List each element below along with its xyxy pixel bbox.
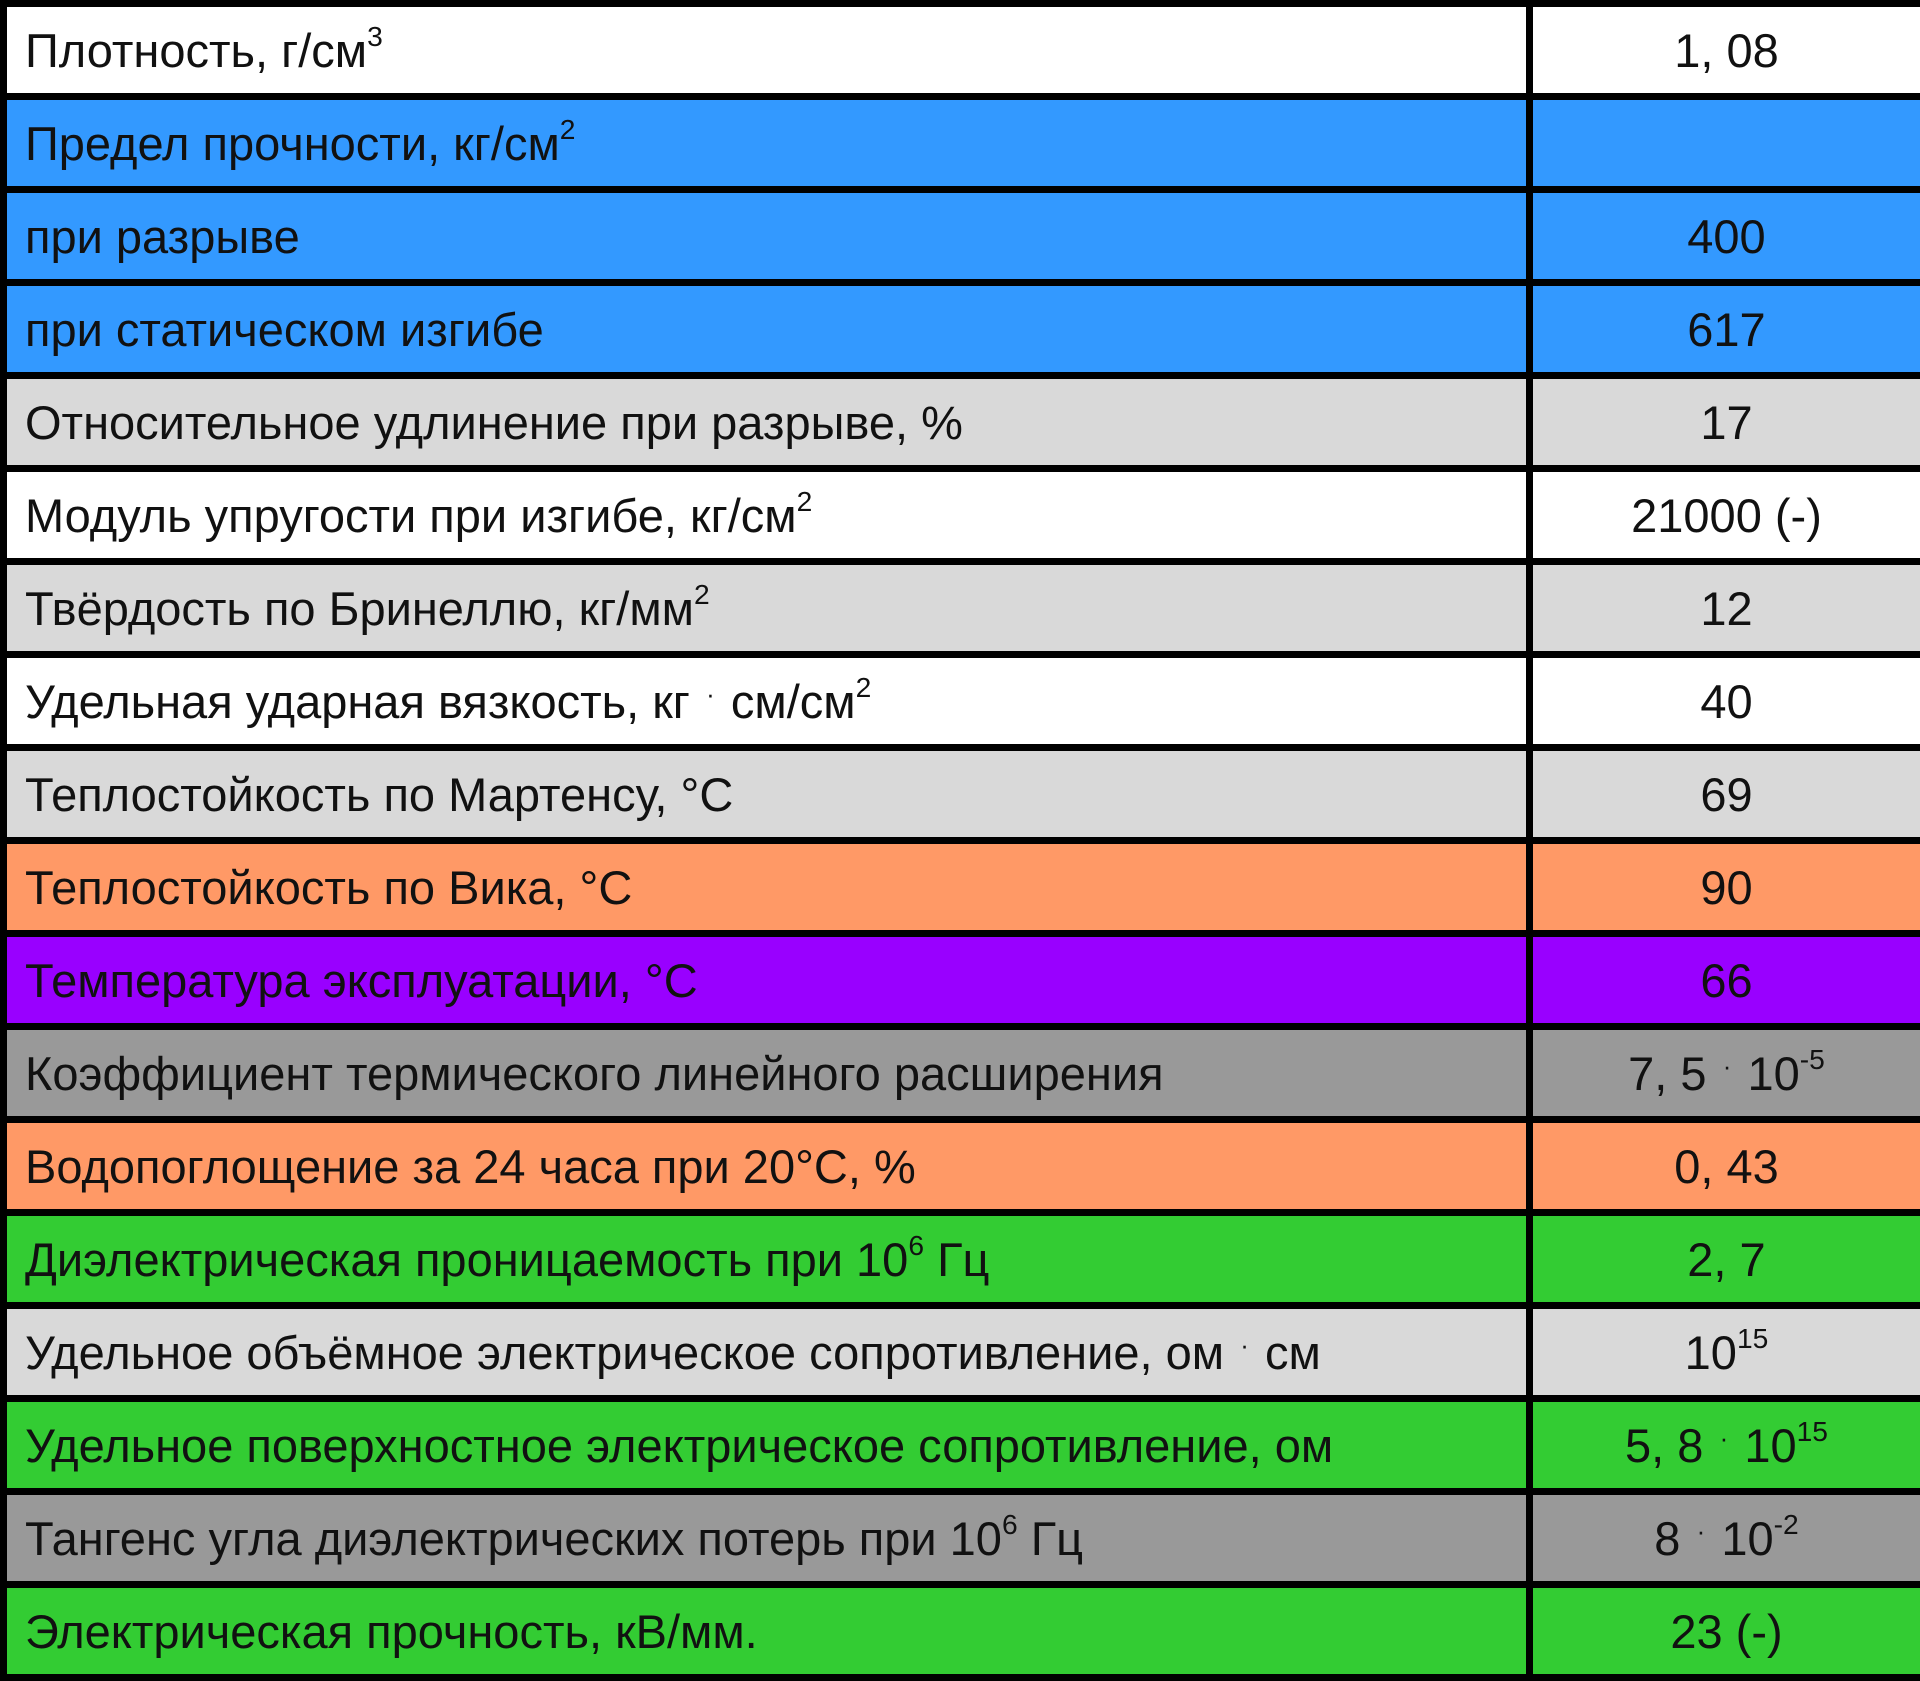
property-label-cell (4, 1027, 1530, 1120)
property-value: 8 (1654, 1511, 1681, 1565)
property-value: 12 (1700, 581, 1753, 635)
property-label-cell (4, 1399, 1530, 1492)
property-label-unit: Гц (937, 1232, 990, 1286)
property-label-cell (4, 934, 1530, 1027)
property-value: 10 (1684, 1325, 1737, 1379)
property-label: Теплостойкость по Вика, °С (25, 860, 633, 914)
property-label: Предел прочности, кг/см (25, 116, 560, 170)
property-value-cell (1530, 190, 1920, 283)
property-value-exponent: 15 (1736, 1321, 1769, 1354)
property-value-cell (1530, 97, 1920, 190)
property-label-superscript: 2 (693, 577, 710, 610)
property-label: Теплостойкость по Мартенсу, °С (25, 767, 734, 821)
property-label-cell (4, 97, 1530, 190)
property-value: 17 (1700, 395, 1753, 449)
property-value: 617 (1687, 302, 1766, 356)
property-value-cell (1530, 1027, 1920, 1120)
table-row (4, 1213, 1920, 1306)
property-label-cell (4, 376, 1530, 469)
table-row (4, 97, 1920, 190)
property-label-cell (4, 1585, 1530, 1678)
table-row (4, 1399, 1920, 1492)
property-value-exponent: -5 (1799, 1042, 1825, 1075)
property-label: Твёрдость по Бринеллю, кг/мм (25, 581, 694, 635)
property-value: 69 (1700, 767, 1753, 821)
property-value-cell (1530, 841, 1920, 934)
property-value: 23 (-) (1670, 1604, 1783, 1658)
table-row (4, 1585, 1920, 1678)
table-row (4, 1120, 1920, 1213)
property-value-cell (1530, 1120, 1920, 1213)
property-value-cell (1530, 469, 1920, 562)
property-label: Относительное удлинение при разрыве, % (25, 395, 963, 449)
property-label-cell (4, 190, 1530, 283)
multiply-dot: · (1696, 1518, 1706, 1547)
property-value-exponent: 15 (1796, 1414, 1828, 1447)
table-row (4, 1027, 1920, 1120)
property-label: Электрическая прочность, кВ/мм. (25, 1604, 758, 1658)
property-value-exponent: -2 (1773, 1507, 1799, 1540)
property-label: Плотность, г/см (25, 23, 368, 77)
property-label-cell (4, 1120, 1530, 1213)
property-value-base: 10 (1721, 1511, 1774, 1565)
multiply-dot: · (706, 681, 715, 710)
property-value-cell (1530, 4, 1920, 97)
multiply-dot: · (1722, 1053, 1732, 1082)
property-label: Тангенс угла диэлектрических потерь при 10 (25, 1511, 1002, 1565)
property-label-superscript: 2 (559, 112, 576, 145)
table-row (4, 283, 1920, 376)
property-label-superscript: 6 (908, 1228, 925, 1261)
property-label-cell (4, 4, 1530, 97)
property-value: 5, 8 (1625, 1418, 1704, 1472)
property-value-cell (1530, 655, 1920, 748)
table-row (4, 1492, 1920, 1585)
property-value-cell (1530, 1585, 1920, 1678)
property-value-base: 10 (1747, 1046, 1800, 1100)
property-value: 7, 5 (1628, 1046, 1707, 1100)
properties-table-body (4, 4, 1920, 1678)
property-label-cell (4, 655, 1530, 748)
property-value-cell (1530, 562, 1920, 655)
property-value: 21000 (-) (1631, 488, 1822, 542)
table-row (4, 469, 1920, 562)
property-label: Диэлектрическая проницаемость при 10 (25, 1232, 909, 1286)
property-label-superscript: 2 (796, 484, 813, 517)
property-value-cell (1530, 1399, 1920, 1492)
property-label: Удельное объёмное электрическое сопротивление, ом (25, 1325, 1225, 1379)
property-value-cell (1530, 376, 1920, 469)
property-label: Коэффициент термического линейного расширения (25, 1046, 1164, 1100)
property-value-cell (1530, 1213, 1920, 1306)
property-label-cell (4, 283, 1530, 376)
property-value-cell (1530, 1492, 1920, 1585)
property-value: 40 (1700, 674, 1753, 728)
property-label-unit: см/см (730, 674, 856, 728)
property-label-unit: Гц (1030, 1511, 1084, 1565)
property-value: 400 (1687, 209, 1766, 263)
property-label-superscript: 3 (367, 19, 383, 52)
property-label: Удельная ударная вязкость, кг (25, 674, 690, 728)
property-value-cell (1530, 934, 1920, 1027)
property-label: Удельное поверхностное электрическое сопротивление, ом (25, 1418, 1334, 1472)
table-row (4, 376, 1920, 469)
table-row (4, 748, 1920, 841)
property-label: при статическом изгибе (25, 302, 544, 356)
multiply-dot: · (1240, 1332, 1249, 1361)
property-label: Водопоглощение за 24 часа при 20°С, % (25, 1139, 916, 1193)
table-row (4, 1306, 1920, 1399)
property-label-cell (4, 748, 1530, 841)
property-label: при разрыве (25, 209, 300, 263)
property-value: 2, 7 (1687, 1232, 1766, 1286)
table-row (4, 4, 1920, 97)
table-row (4, 562, 1920, 655)
property-label-superscript: 2 (855, 670, 872, 703)
property-label-cell (4, 1492, 1530, 1585)
property-value-cell (1530, 748, 1920, 841)
property-label-unit: см (1265, 1325, 1321, 1379)
property-label-cell (4, 469, 1530, 562)
property-label-cell (4, 1213, 1530, 1306)
property-label-cell (4, 562, 1530, 655)
property-value-cell (1530, 1306, 1920, 1399)
property-value: 66 (1700, 953, 1753, 1007)
property-value: 90 (1700, 860, 1753, 914)
property-value-cell (1530, 283, 1920, 376)
property-label-superscript: 6 (1001, 1507, 1018, 1540)
table-row (4, 934, 1920, 1027)
table-row (4, 190, 1920, 283)
multiply-dot: · (1719, 1425, 1729, 1454)
property-value: 1, 08 (1674, 23, 1779, 77)
property-value: 0, 43 (1674, 1139, 1779, 1193)
property-label: Модуль упругости при изгибе, кг/см (25, 488, 797, 542)
table-row (4, 841, 1920, 934)
property-label: Температура эксплуатации, °С (25, 953, 698, 1007)
table-row (4, 655, 1920, 748)
property-label-cell (4, 1306, 1530, 1399)
property-label-cell (4, 841, 1530, 934)
property-value-base: 10 (1744, 1418, 1797, 1472)
